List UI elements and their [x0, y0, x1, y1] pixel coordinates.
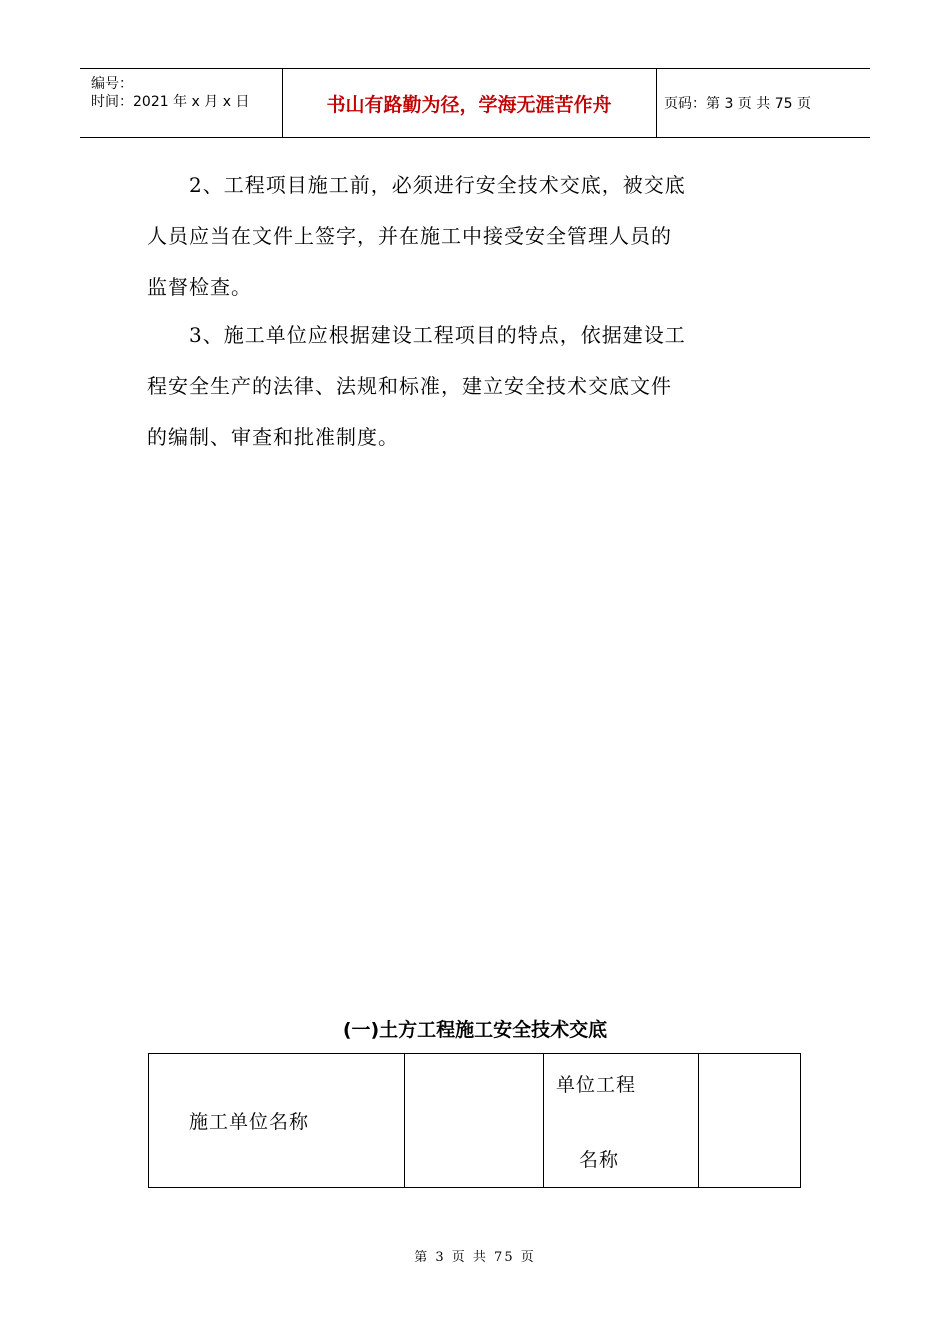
info-table [148, 1053, 801, 1188]
paragraph-2 [147, 160, 757, 313]
time-label: 时间：2021 年 x 月 x 日 [91, 94, 250, 110]
header-meta [91, 75, 249, 111]
header-page-info: 页码：第 3 页 共 75 页 [664, 96, 811, 112]
section-title: (一)土方工程施工安全技术交底 [342, 1019, 608, 1041]
table-column-divider [404, 1054, 405, 1187]
page-footer: 第 3 页 共 75 页 [414, 1250, 536, 1265]
table-column-divider [698, 1054, 699, 1187]
construction-unit-label: 施工单位名称 [189, 1111, 310, 1133]
paragraph-line: 人员应当在文件上签字，并在施工中接受安全管理人员的 [147, 224, 672, 248]
paragraph-line: 监督检查。 [147, 275, 252, 299]
document-header [80, 68, 870, 138]
paragraph-line: 2、工程项目施工前，必须进行安全技术交底，被交底 [189, 173, 686, 197]
number-label: 编号： [91, 76, 133, 92]
header-divider-right [656, 69, 657, 137]
unit-project-label-line2: 名称 [579, 1149, 620, 1171]
paragraph-line: 3、施工单位应根据建设工程项目的特点，依据建设工 [189, 323, 686, 347]
header-motto: 书山有路勤为径，学海无涯苦作舟 [326, 93, 612, 116]
paragraph-line: 的编制、审查和批准制度。 [147, 425, 399, 449]
table-column-divider [543, 1054, 544, 1187]
paragraph-line: 程安全生产的法律、法规和标准，建立安全技术交底文件 [147, 374, 672, 398]
paragraph-3 [147, 310, 757, 463]
unit-project-label-line1: 单位工程 [556, 1074, 637, 1096]
